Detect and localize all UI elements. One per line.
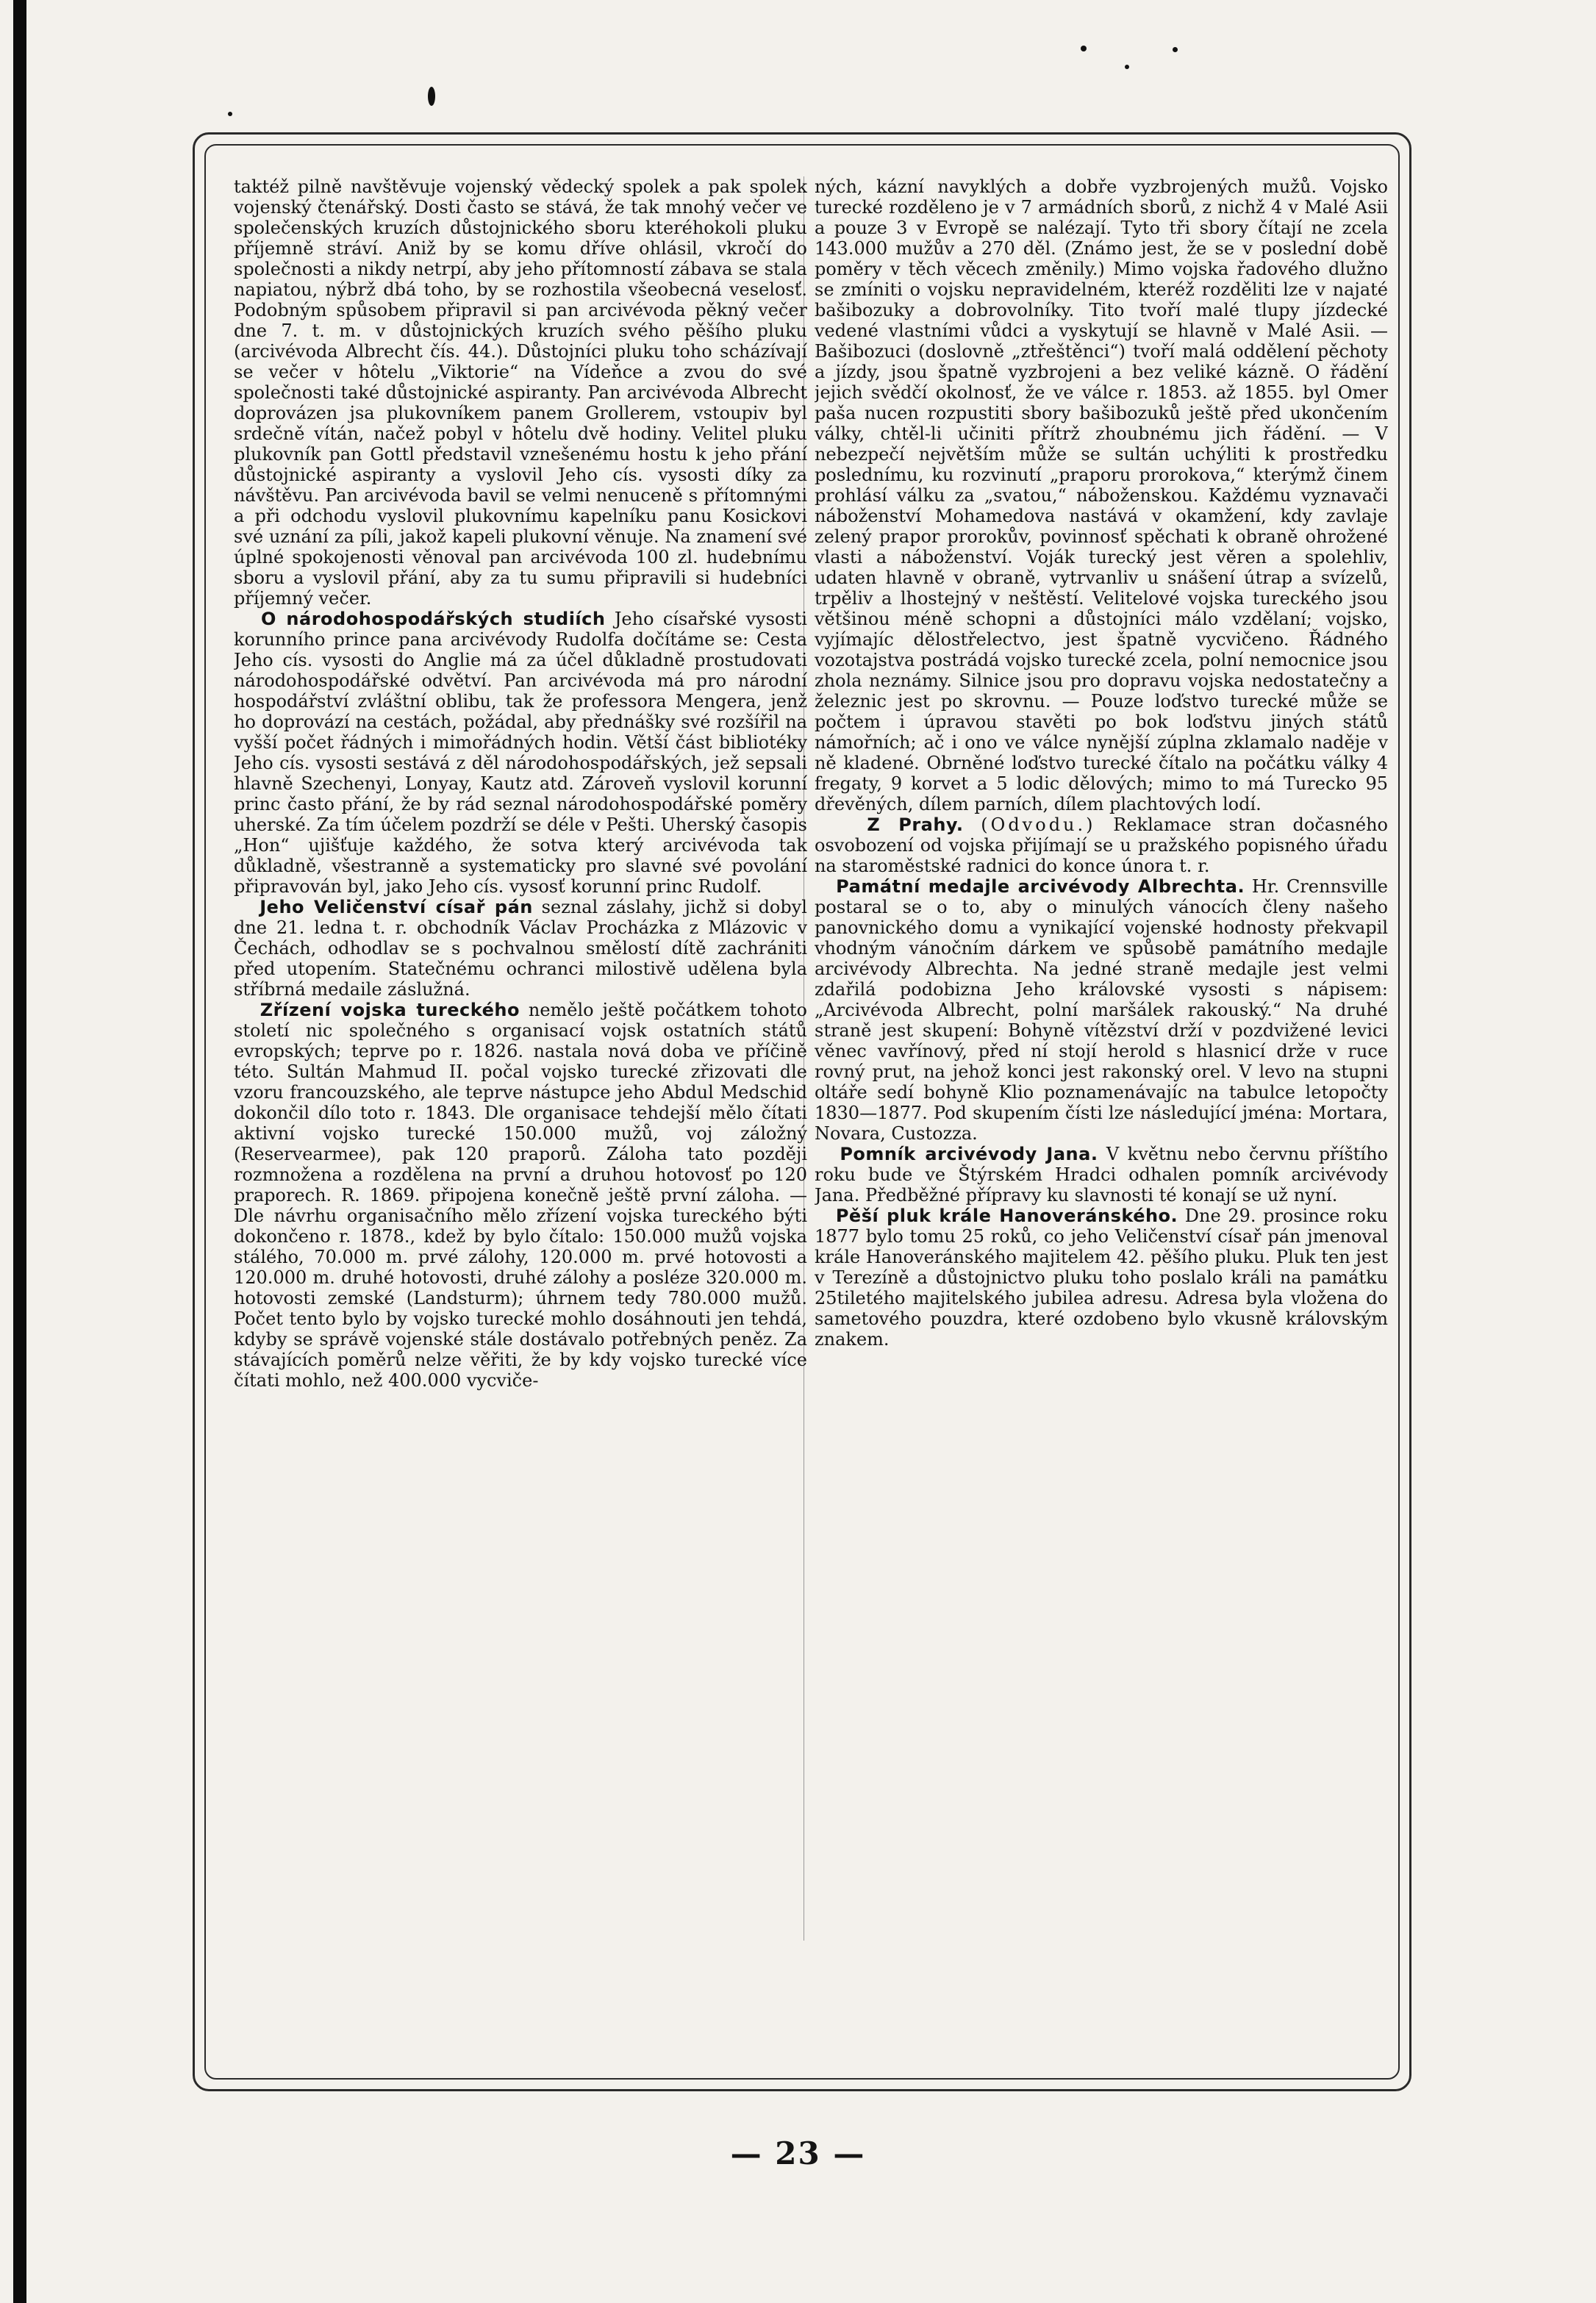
article-heading: Pěší pluk krále Hanoveránského. <box>835 1206 1178 1226</box>
page-number: — 23 — <box>730 2135 866 2171</box>
article-heading: Pomník arcivévody Jana. <box>840 1144 1098 1164</box>
ink-speck <box>1125 65 1129 69</box>
ink-speck <box>228 112 232 116</box>
article-heading: Z Prahy. <box>867 814 964 835</box>
article-paragraph: taktéž pilně navštěvuje vojenský vědecký spolek a pak spolek vojenský čtenářský. Dosti často se stává, že tak mnohý večer ve společenských kruzích důstojnického sboru kteréhokoli pluku příjemně stráví. Aniž by se komu dříve ohlásil, vkročí do společnosti a nikdy netrpí, aby jeho přítomností zábava se stala napiatou, nýbrž dbá toho, by se rozhostila všeobecná veselosť. Podobným spůsobem připravil si pan arcivévoda pěkný večer dne 7. t. m. v důstojnických kruzích svého pěšího pluku (arcivévoda Albrecht čís. 44.). Důstojníci pluku toho scházívají se večer v hôtelu „Viktorie“ na Vídeňce a zvou do své společnosti také důstojnické aspiranty. Pan arcivévoda Albrecht doprovázen jsa plukovníkem panem Grollerem, vstoupiv byl srdečně vítán, načež pobyl v hôtelu dvě hodiny. Velitel pluku plukovník pan Gottl představil vznešenému hostu k jeho přání důstojnické aspiranty a vyslovil Jeho cís. vysosti díky za návštěvu. Pan arcivévoda bavil se velmi nenuceně s přítomnými a při odchodu vyslovil plukovnímu kapelníku panu Kosickovi své uznání za píli, jakož kapeli plukovní věnuje. Na znamení své úplné spokojenosti věnoval pan arcivévoda 100 zl. hudebnímu sboru a vyslovil přání, aby za tu sumu připravili si hudebníci příjemný večer. <box>234 176 807 609</box>
article-paragraph: Zřízení vojska tureckého nemělo ještě počátkem tohoto století nic společného s organisací vojsk ostatních států evropských; teprve po r. 1826. nastala nová doba ve příčině této. Sultán Mahmud II. počal vojsko turecké zřizovati dle vzoru francouzského, ale teprve nástupce jeho Abdul Medschid dokončil dílo toto r. 1843. Dle organisace tehdejší mělo čítati aktivní vojsko turecké 150.000 mužů, voj záložný (Reservearmee), pak 120 praporů. Záloha tato později rozmnožena a rozdělena na první a druhou hotovosť po 120 praporech. R. 1869. připojena konečně ještě první záloha. — Dle návrhu organisačního mělo zřízení vojska tureckého býti dokončeno r. 1878., kdež by bylo čítalo: 150.000 mužů vojska stálého, 70.000 m. prvé zálohy, 120.000 m. prvé hotovosti a 120.000 m. druhé hotovosti, druhé zálohy a posléze 320.000 m. hotovosti zemské (Landsturm); úhrnem tedy 780.000 mužů. Počet tento bylo by vojsko turecké mohlo dosáhnouti jen tehdá, kdyby se správě vojenské stále dostávalo potřebných peněz. Za stávajících poměrů nelze věřiti, že by kdy vojsko turecké více čítati mohlo, než 400.000 vycviče- <box>234 1000 807 1391</box>
article-subheading: (Odvodu.) <box>981 814 1096 835</box>
article-paragraph: Pomník arcivévody Jana. V květnu nebo červnu příštího roku bude ve Štýrském Hradci odhalen pomník arcivévody Jana. Předběžné přípravy ku slavnosti té konají se už nyní. <box>815 1144 1388 1206</box>
article-heading: Jeho Veličenství císař pán <box>260 897 533 917</box>
article-paragraph: Jeho Veličenství císař pán seznal záslahy, jichž si dobyl dne 21. ledna t. r. obchodník Václav Procházka z Mlázovic v Čechách, odhodlav se s pochvalnou smělostí dítě zachrániti před utopením. Statečnému ochranci milostivě udělena byla stříbrná medaile záslužná. <box>234 897 807 1000</box>
article-paragraph: ných, kázní navyklých a dobře vyzbrojených mužů. Vojsko turecké rozděleno je v 7 armádních sborů, z nichž 4 v Malé Asii a pouze 3 v Evropě se nalézají. Tyto tři sbory čítají ne zcela 143.000 mužův a 270 děl. (Známo jest, že se v poslední době poměry v těch věcech změnily.) Mimo vojska řadového dlužno se zmíniti o vojsku nepravidelném, kteréž rozděliti lze v najaté bašibozuky a dobrovolníky. Tito tvoří malé tlupy jízdecké vedené vlastními vůdci a vyskytují se hlavně v Malé Asii. — Bašibozuci (doslovně „ztřeštěnci“) tvoří malá oddělení pěchoty a jízdy, jsou špatně vyzbrojeni a bez veliké kázně. O řádění jejich svědčí okolnosť, že ve válce r. 1853. až 1855. byl Omer paša nucen rozpustiti sbory bašibozuků ještě před ukončením války, chtěl-li učiniti přítrž zhoubnému jich řádění. — V nebezpečí největším může se sultán uchýliti k prostředku poslednímu, ku rozvinutí „praporu prorokova,“ kterýmž činem prohlásí válku za „svatou,“ náboženskou. Každému vyznavači náboženství Mohamedova nastává v okamžení, kdy zavlaje zelený prapor prorokův, povinnosť spěchati k obraně ohrožené vlasti a náboženství. Voják turecký jest věren a spolehliv, udaten hlavně v obraně, vytrvanliv u snášení útrap a svízelů, trpěliv a lhostejný v neštěstí. Velitelové vojska tureckého jsou většinou méně schopni a důstojníci málo vzdělaní; vojsko, vyjímajíc dělostřelectvo, jest špatně vycvičeno. Řádného vozotajstva postrádá vojsko turecké zcela, polní nemocnice jsou zhola neznámy. Silnice jsou pro dopravu vojska nedostatečny a železnic jest po skrovnu. — Pouze loďstvo turecké může se počtem i úpravou stavěti po bok loďstvu jiných států námořních; ač i ono ve válce nynější zúplna zklamalo naděje v ně kladené. Obrněné loďstvo turecké čítalo na počátku války 4 fregaty, 9 korvet a 5 lodic dělových; mimo to má Turecko 95 dřevěných, dílem parních, dílem plachtových lodí. <box>815 176 1388 814</box>
article-paragraph: Pěší pluk krále Hanoveránského. Dne 29. prosince roku 1877 bylo tomu 25 roků, co jeho Veličenství císař pán jmenoval krále Hanoveránského majitelem 42. pěšího pluku. Pluk ten jest v Terezíně a důstojnictvo pluku toho poslalo králi na památku 25tiletého majitelského jubilea adresu. Adresa byla vložena do sametového pouzdra, které ozdobeno bylo vkusně královským znakem. <box>815 1206 1388 1350</box>
article-heading: Zřízení vojska tureckého <box>260 1000 520 1020</box>
right-column <box>815 176 1388 1970</box>
article-paragraph: Památní medajle arcivévody Albrechta. Hr. Crennsville postaral se o to, aby o minulých vánocích členy našeho panovnického domu a vynikající vojenské hodnosty překvapil vhodným vánočním dárkem ve spůsobě památního medajle arcivévody Albrechta. Na jedné straně medajle jest velmi zdařilá podobizna Jeho královské vysosti s nápisem: „Arcivévoda Albrecht, polní maršálek rakouský.“ Na druhé straně jest skupení: Bohyně vítězství drží v pozdvižené levici věnec vavřínový, před ní stojí herold s hlasnicí drže v ruce rovný prut, na jehož konci jest rakonský orel. V levo na stupni oltáře sedí bohyně Klio poznamenávajíc na tabulce letopočty 1830—1877. Pod skupením čísti lze následující jména: Mortara, Novara, Custozza. <box>815 876 1388 1144</box>
ink-speck <box>428 87 435 106</box>
article-paragraph: Z Prahy. (Odvodu.) Reklamace stran dočasného osvobození od vojska přijímají se u pražského popisného úřadu na staroměstské radnici do konce února t. r. <box>815 814 1388 876</box>
article-paragraph: O národohospodářských studiích Jeho císařské vysosti korunního prince pana arcivévody Rudolfa dočítáme se: Cesta Jeho cís. vysosti do Anglie má za účel důkladně prostudovati národohospodářské odvětví. Pan arcivévoda má pro národní hospodářství zvláštní oblibu, tak že professora Mengera, jenž ho doprovází na cestách, požádal, aby přednášky své rozšířil na vyšší počet řádných i mimořádných hodin. Větší část bibliotéky Jeho cís. vysosti sestává z děl národohospodářských, jež sepsali hlavně Szechenyi, Lonyay, Kautz atd. Zároveň vyslovil korunní princ často přání, že by rád seznal národohospodářské poměry uherské. Za tím účelem pozdrží se déle v Pešti. Uherský časopis „Hon“ ujišťuje každého, že sotva který arcivévoda tak důkladně, všestranně a systematicky pro slavné své povolání připravován byl, jako Jeho cís. vysosť korunní princ Rudolf. <box>234 609 807 897</box>
article-heading: O národohospodářských studiích <box>260 609 606 629</box>
page-edge-shadow <box>13 0 26 2303</box>
ink-speck <box>1081 46 1087 51</box>
left-column <box>234 176 807 1970</box>
ink-speck <box>1173 47 1178 52</box>
article-heading: Památní medajle arcivévody Albrechta. <box>836 876 1245 897</box>
